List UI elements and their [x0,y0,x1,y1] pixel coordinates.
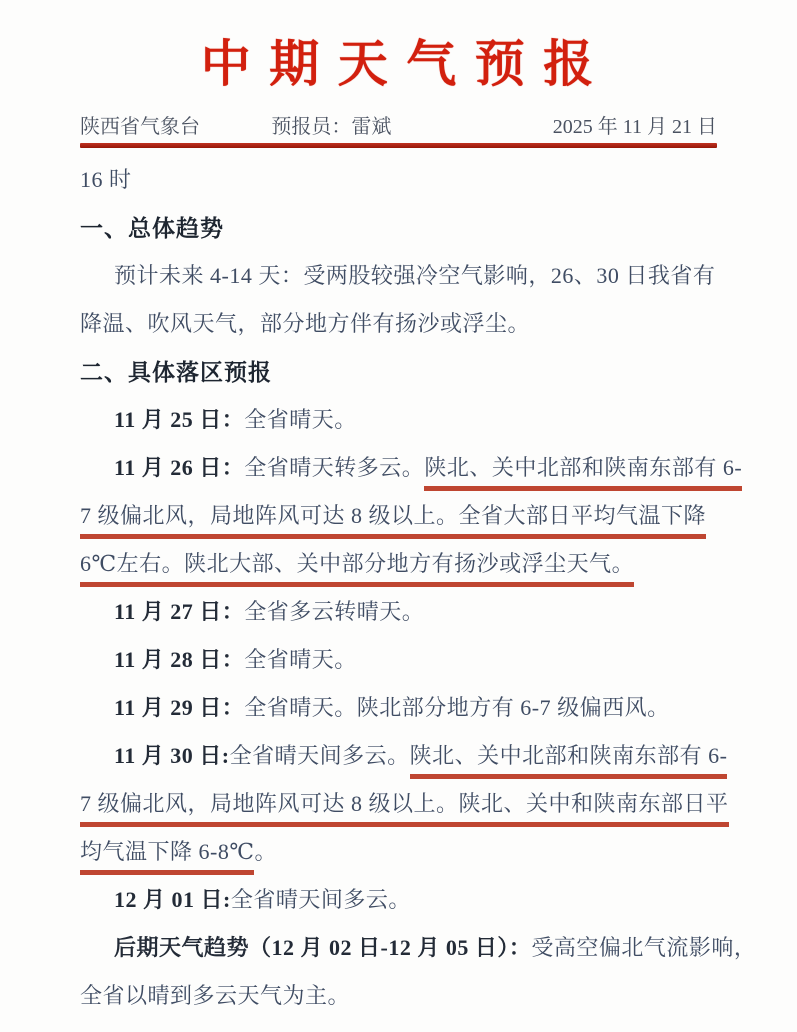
forecast-text-nov27: 全省多云转晴天。 [244,599,425,624]
date-label-nov29: 11 月 29 日： [114,695,245,720]
date-label-nov27: 11 月 27 日： [114,599,245,624]
warning-underline-nov26-2: 7 级偏北风，局地阵风可达 8 级以上。全省大部日平均气温下降 [80,503,706,539]
forecast-text-dec01: 全省晴天间多云。 [230,887,411,912]
forecast-text-nov29: 全省晴天。陕北部分地方有 6-7 级偏西风。 [244,695,670,720]
later-trend-line2: 全省以晴到多云天气为主。 [80,983,351,1008]
date-label-nov30: 11 月 30 日: [114,743,230,768]
trend-line-1: 预计未来 4-14 天：受两股较强冷空气影响，26、30 日我省有 [114,263,716,288]
section2-heading: 二、具体落区预报 [80,359,272,385]
trend-line-2: 降温、吹风天气，部分地方伴有扬沙或浮尘。 [80,311,531,336]
date-label-dec01: 12 月 01 日: [114,887,231,912]
forecast-dec01 [80,876,717,924]
station-name: 陕西省气象台 [80,116,200,138]
forecast-text-nov26: 全省晴天转多云。 [244,455,425,480]
date-label-nov28: 11 月 28 日： [114,647,245,672]
later-trend-text: 受高空偏北气流影响， [531,935,757,960]
date-label-nov26: 11 月 26 日： [114,455,245,480]
warning-underline-nov30-2: 7 级偏北风，局地阵风可达 8 级以上。陕北、关中和陕南东部日平 [80,791,729,827]
issue-date: 2025 年 11 月 21 日 [552,116,717,138]
forecast-nov26-line3 [80,540,717,588]
forecast-nov30-line3-tail: 。 [254,839,277,864]
warning-underline-nov26-3: 6℃左右。陕北大部、关中部分地方有扬沙或浮尘天气。 [80,551,634,587]
forecast-nov25 [80,396,717,444]
page-title: 中 期 天 气 预 报 [200,36,597,92]
document-header [80,114,717,140]
forecaster-name: 预报员：雷斌 [271,116,392,138]
forecast-text-nov25: 全省晴天。 [244,407,357,432]
forecast-nov29 [80,684,717,732]
warning-underline-nov30-3: 均气温下降 6-8℃ [80,839,254,875]
forecast-text-nov28: 全省晴天。 [244,647,357,672]
forecast-nov26-line2 [80,492,717,540]
forecast-nov30-line3 [80,828,717,876]
later-trend-line1 [80,924,757,972]
issue-time: 16 时 [80,167,132,192]
forecast-nov26-line1 [80,444,743,492]
document-body [80,156,757,1020]
forecast-nov30-line2 [80,780,729,828]
forecast-text-nov30: 全省晴天间多云。 [229,743,410,768]
date-label-nov25: 11 月 25 日： [114,407,245,432]
header-divider-rule [80,143,717,148]
forecast-nov27 [80,588,717,636]
forecast-nov30-line1 [80,732,728,780]
forecast-nov28 [80,636,717,684]
later-trend-label: 后期天气趋势（12 月 02 日-12 月 05 日）： [114,935,532,960]
warning-underline-nov30-1: 陕北、关中北部和陕南东部有 6- [410,743,728,779]
section1-heading: 一、总体趋势 [80,215,224,241]
warning-underline-nov26-1: 陕北、关中北部和陕南东部有 6- [424,455,742,491]
